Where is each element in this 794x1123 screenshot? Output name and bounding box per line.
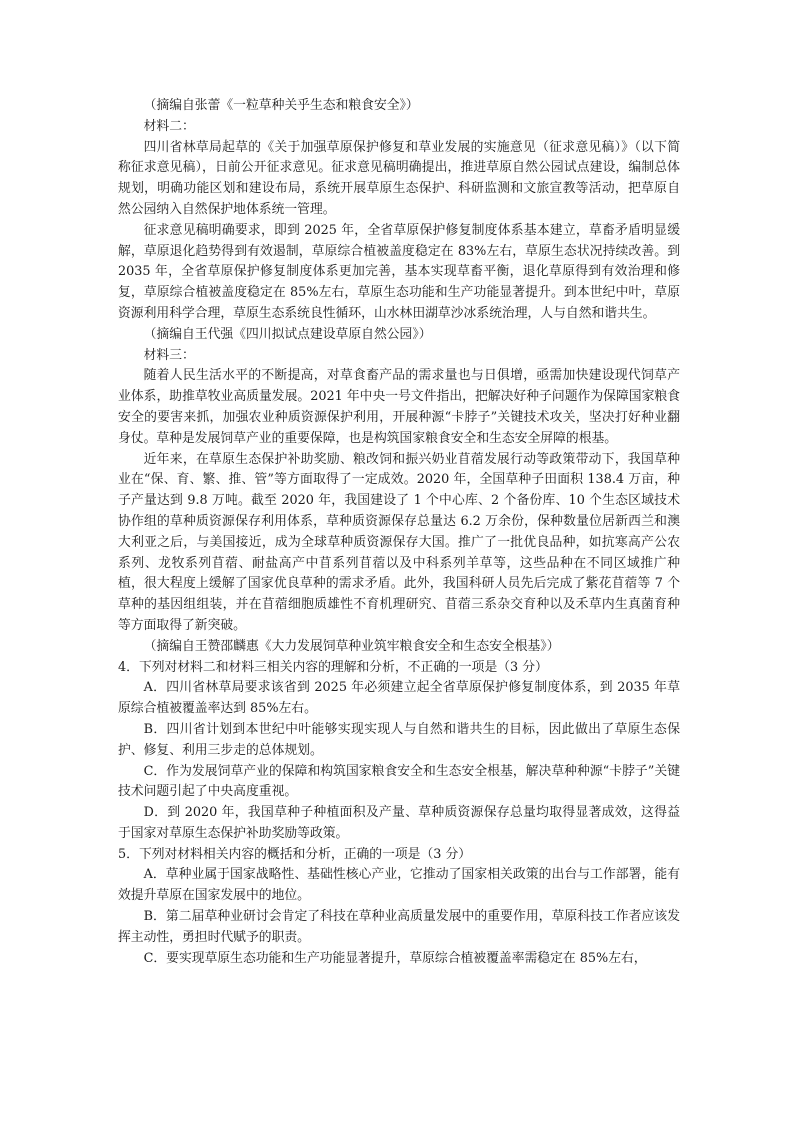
question4-option-a: A．四川省林草局要求该省到 2025 年必须建立起全省草原保护修复制度体系，到 2035 年草原综合植被覆盖率达到 85%左右。 xyxy=(118,680,680,717)
question5-option-b: B．第二届草种业研讨会肯定了科技在草种业高质量发展中的重要作用，草原科技工作者应该发挥主动性，勇担时代赋予的职责。 xyxy=(118,909,680,945)
question5-option-c: C．要实现草原生态功能和生产功能显著提升，草原综合植被覆盖率需稳定在 85%左右， xyxy=(143,950,647,966)
material2-heading: 材料二： xyxy=(143,118,195,134)
material3-paragraph: 随着人民生活水平的不断提高，对草食畜产品的需求量也与日俱增，亟需加快建设现代饲草产业体系，助推草牧业高质量发展。2021 年中央一号文件指出，把解决好种子问题作为保障国家粮食安全的要害来抓，加强农业种质资源保护利用，开展种源“卡脖子”关键技术攻关，坚决打好种业翻身仗。草种是发展饲草产业的重要保障，也是构筑国家粮食安全和生态安全屏障的根基。 xyxy=(118,368,680,446)
question5-option-a: A．草种业属于国家战略性、基础性核心产业，它推动了国家相关政策的出台与工作部署，能有效提升草原在国家发展中的地位。 xyxy=(118,867,680,904)
exam-page xyxy=(118,96,680,969)
question5-stem: 5．下列对材料相关内容的概括和分析，正确的一项是（3 分） xyxy=(118,846,472,862)
material2-paragraph: 征求意见稿明确要求，即到 2025 年，全省草原保护修复制度体系基本建立，草畜矛盾明显缓解，草原退化趋势得到有效遏制，草原综合植被盖度稳定在 83%左右，草原生态状况持续改善。到 2035 年，全省草原保护修复制度体系更加完善，基本实现草畜平衡，退化草原得到有效治理和修复，草原综合植被盖度稳定在 85%左右，草原生态功能和生产功能显著提升。到本世纪中叶，草原资源利用科学合理，草原生态系统良性循环，山水林田湖草沙冰系统治理，人与自然和谐共生。 xyxy=(118,222,680,321)
material2-paragraph: 四川省林草局起草的《关于加强草原保护修复和草业发展的实施意见（征求意见稿）》（以下简称征求意见稿），日前公开征求意见。征求意见稿明确提出，推进草原自然公园试点建设，编制总体规划，明确功能区划和建设布局，系统开展草原生态保护、科研监测和文旅宣教等活动，把草原自然公园纳入自然保护地体系统一管理。 xyxy=(118,139,680,217)
question4-option-b: B．四川省计划到本世纪中叶能够实现实现人与自然和谐共生的目标，因此做出了草原生态保护、修复、利用三步走的总体规划。 xyxy=(118,721,680,758)
material3-heading: 材料三： xyxy=(143,347,195,363)
question4-stem: 4．下列对材料二和材料三相关内容的理解和分析，不正确的一项是（3 分） xyxy=(118,659,548,675)
question4-option-d: D．到 2020 年，我国草种子种植面积及产量、草种质资源保存总量均取得显著成效，这得益于国家对草原生态保护补助奖励等政策。 xyxy=(118,805,680,841)
material3-paragraph: 近年来，在草原生态保护补助奖励、粮改饲和振兴奶业苜蓿发展行动等政策带动下，我国草种业在“保、育、繁、推、管”等方面取得了一定成效。2020 年，全国草种子田面积 138.4 万亩，种子产量达到 9.8 万吨。截至 2020 年，我国建设了 1 个中心库、2 个备份库、10 个生态区域技术协作组的草种质资源保存利用体系，草种质资源保存总量达 6.2 万余份，保种数量位居新西兰和澳大利亚之后，与美国接近，成为全球草种质资源保存大国。推广了一批优良品种，如抗寒高产公农系列、龙牧系列苜蓿、耐盐高产中苜系列苜蓿以及中科系列羊草等，这些品种在不同区域推广种植，很大程度上缓解了国家优良草种的需求矛盾。此外，我国科研人员先后完成了紫花苜蓿等 7 个草种的基因组组装，并在苜蓿细胞质雄性不育机理研究、苜蓿三系杂交育种以及禾草内生真菌育种等方面取得了新突破。 xyxy=(118,451,680,633)
material1-source: （摘编自张蕾《一粒草种关乎生态和粮食安全》） xyxy=(143,98,419,113)
question4-option-c: C．作为发展饲草产业的保障和构筑国家粮食安全和生态安全根基，解决草种种源“卡脖子”关键技术问题引起了中央高度重视。 xyxy=(118,763,680,800)
material3-source: （摘编自王赞邵麟惠《大力发展饲草种业筑牢粮食安全和生态安全根基》） xyxy=(143,638,560,654)
material2-source: （摘编自王代强《四川拟试点建设草原自然公园》） xyxy=(143,326,432,342)
